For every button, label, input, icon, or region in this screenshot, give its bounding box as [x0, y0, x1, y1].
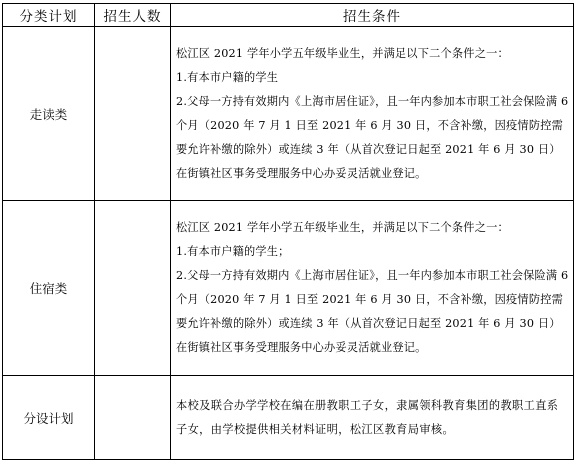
table-row-commuter: [3, 27, 574, 201]
condition-item-2: 2.父母一方持有效期内《上海市居住证》，且一年内参加本市职工社会保险满 6 个月（2020 年 7 月 1 日至 2021 年 6 月 30 日，不含补缴，因疫情防控需要允许补缴的除外）或连续 3 年（从首次登记日起至 2021 年 6 月 30 日）在街镇社区事务受理服务中心办妥灵活就业登记。: [176, 269, 569, 354]
header-conditions: 招生条件: [171, 4, 574, 27]
conditions-cell: [171, 27, 574, 201]
condition-text: 本校及联合办学学校在编在册教职工子女，隶属领科教育集团的教职工直系子女，由学校提供相关材料证明，松江区教育局审核。: [176, 398, 559, 436]
header-row: [3, 4, 574, 27]
enrollment-cell: [95, 27, 171, 201]
condition-intro: 松江区 2021 学年小学五年级毕业生，并满足以下二个条件之一：: [176, 46, 509, 60]
enrollment-cell: [95, 376, 171, 460]
conditions-cell: [171, 201, 574, 376]
table-row-boarding: [3, 201, 574, 376]
category-cell: 分设计划: [3, 376, 95, 460]
enrollment-cell: [95, 201, 171, 376]
table-row-separate-plan: [3, 376, 574, 460]
condition-item-2: 2.父母一方持有效期内《上海市居住证》，且一年内参加本市职工社会保险满 6 个月（2020 年 7 月 1 日至 2021 年 6 月 30 日，不含补缴，因疫情防控需要允许补缴的除外）或连续 3 年（从首次登记日起至 2021 年 6 月 30 日）在街镇社区事务受理服务中心办妥灵活就业登记。: [176, 94, 569, 180]
category-cell: 住宿类: [3, 201, 95, 376]
admission-table: [2, 3, 574, 460]
header-enrollment: 招生人数: [95, 4, 171, 27]
condition-intro: 松江区 2021 学年小学五年级毕业生，并满足以下二个条件之一：: [176, 221, 509, 234]
condition-item-1: 1.有本市户籍的学生；: [176, 245, 290, 258]
condition-item-1: 1.有本市户籍的学生: [176, 70, 279, 84]
header-category: 分类计划: [3, 4, 95, 27]
conditions-cell: [171, 376, 574, 460]
category-cell: 走读类: [3, 27, 95, 201]
